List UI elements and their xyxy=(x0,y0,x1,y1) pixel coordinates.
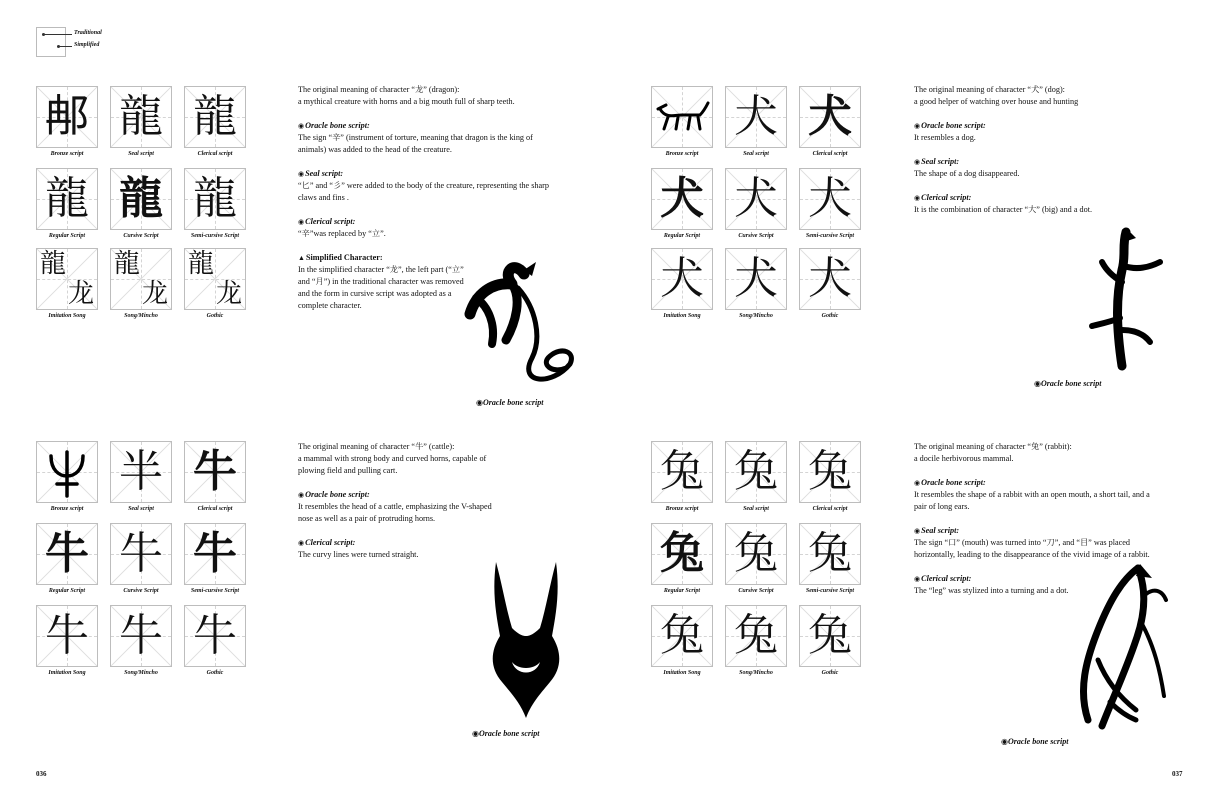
section-body: It resembles the shape of a rabbit with an open mouth, a short tail, and a pair of long ears. xyxy=(914,490,1150,511)
legend-box-icon xyxy=(36,27,66,57)
glyph-caption: Seal script xyxy=(743,151,769,157)
glyph-caption: Clerical script xyxy=(197,151,233,157)
glyph-caption: Semi-cursive Script xyxy=(805,233,855,239)
oracle-mark-icon: ◉ xyxy=(298,491,305,499)
glyph-cell xyxy=(725,248,787,319)
section-body: It resembles a dog. xyxy=(914,133,976,142)
glyph-cell xyxy=(725,523,787,594)
oracle-mark-icon: ◉ xyxy=(914,122,921,130)
glyph-caption: Regular Script xyxy=(663,588,701,594)
section-heading: Oracle bone script: xyxy=(921,121,986,130)
seal-mark-icon: ◉ xyxy=(914,158,921,166)
cattle-oracle-bone-icon xyxy=(482,552,570,722)
glyph-caption: Imitation Song xyxy=(663,670,701,676)
glyph-cell xyxy=(651,248,713,319)
glyph-caption: Bronze script xyxy=(50,506,84,512)
glyph: 龍 xyxy=(119,91,163,142)
glyph-cell xyxy=(110,86,172,157)
glyph-cell xyxy=(799,168,861,239)
glyph: 牛 xyxy=(193,528,237,579)
glyph-cell xyxy=(799,248,861,319)
glyph: 兔 xyxy=(660,446,704,497)
glyph: 牛 xyxy=(119,610,163,661)
cattle-description xyxy=(298,441,508,573)
intro-line: The original meaning of character “犬” (dog): xyxy=(914,85,1065,94)
seal-mark-icon: ◉ xyxy=(298,170,305,178)
glyph-cell xyxy=(36,86,98,157)
section-body: The shape of a dog disappeared. xyxy=(914,169,1020,178)
glyph-caption: Regular Script xyxy=(663,233,701,239)
glyph-cell xyxy=(184,523,246,594)
section-heading: Seal script: xyxy=(921,157,960,166)
glyph-cell xyxy=(799,441,861,512)
glyph-caption: Imitation Song xyxy=(48,670,86,676)
triangle-mark-icon: ▲ xyxy=(298,254,305,262)
glyph-cell xyxy=(110,523,172,594)
glyph-caption: Cursive Script xyxy=(738,233,774,239)
dog-oracle-bone-icon xyxy=(1082,226,1172,376)
clerical-mark-icon: ◉ xyxy=(298,539,305,547)
glyph: 𨚗 xyxy=(45,91,89,142)
glyph: 兔 xyxy=(660,528,704,579)
glyph-caption: Gothic xyxy=(206,670,224,676)
glyph-cell xyxy=(725,605,787,676)
glyph: 兔 xyxy=(734,446,778,497)
glyph-caption: Song/Mincho xyxy=(739,670,773,676)
section-heading: Seal script: xyxy=(921,526,960,535)
section-body: The sign “辛” (instrument of torture, meaning that dragon is the king of animals) was added to the head of the creature. xyxy=(298,133,533,154)
glyph-cell xyxy=(110,441,172,512)
glyph: 兔 xyxy=(808,610,852,661)
glyph-caption: Cursive Script xyxy=(738,588,774,594)
script-legend xyxy=(36,27,116,57)
section-body: “辛”was replaced by “立”. xyxy=(298,229,386,238)
section-body: In the simplified character “龙”, the left part (“立” and “月”) in the traditional character was removed and the form in cursive script was adopted as a complete character. xyxy=(298,265,464,310)
oracle-mark-icon: ◉ xyxy=(914,479,921,487)
glyph-cell xyxy=(799,605,861,676)
glyph: 犬 xyxy=(808,253,852,304)
glyph: 龍 xyxy=(45,173,89,224)
traditional-glyph: 龍 xyxy=(40,249,67,279)
glyph-caption: Regular Script xyxy=(48,233,86,239)
page-number-left: 036 xyxy=(36,770,47,778)
glyph-caption: Seal script xyxy=(128,151,154,157)
traditional-glyph: 龍 xyxy=(188,249,215,279)
dragon-oracle-bone-icon xyxy=(462,258,582,394)
dragon-big-caption: ◉Oracle bone script xyxy=(476,398,544,407)
glyph-cell xyxy=(651,523,713,594)
glyph-caption: Clerical script xyxy=(812,151,848,157)
glyph: 龍 xyxy=(119,173,163,224)
clerical-mark-icon: ◉ xyxy=(914,575,921,583)
section-body: It resembles the head of a cattle, emphasizing the V-shaped nose as well as a pair of protruding horns. xyxy=(298,502,492,523)
glyph-cell xyxy=(36,441,98,512)
section-heading: Oracle bone script: xyxy=(305,490,370,499)
intro-line: The original meaning of character “兔” (rabbit): xyxy=(914,442,1072,451)
intro-meaning: a mythical creature with horns and a big mouth full of sharp teeth. xyxy=(298,97,515,106)
seal-mark-icon: ◉ xyxy=(914,527,921,535)
glyph-cell xyxy=(651,86,713,157)
cattle-bronze-icon xyxy=(37,442,97,502)
glyph-cell xyxy=(799,523,861,594)
section-heading: Clerical script: xyxy=(305,538,356,547)
intro-meaning: a docile herbivorous mammal. xyxy=(914,454,1014,463)
glyph-cell xyxy=(725,86,787,157)
rabbit-oracle-bone-icon xyxy=(1062,560,1174,735)
glyph-caption: Seal script xyxy=(128,506,154,512)
intro-line: The original meaning of character “牛” (cattle): xyxy=(298,442,455,451)
glyph-caption: Semi-cursive Script xyxy=(190,233,240,239)
glyph-caption: Gothic xyxy=(821,670,839,676)
intro-meaning: a mammal with strong body and curved horns, capable of plowing field and pulling cart. xyxy=(298,454,487,475)
glyph-caption: Cursive Script xyxy=(123,588,159,594)
traditional-glyph: 龍 xyxy=(114,249,141,279)
glyph-cell xyxy=(184,248,246,319)
glyph-cell xyxy=(36,523,98,594)
glyph-caption: Clerical script xyxy=(197,506,233,512)
glyph: 犬 xyxy=(808,91,852,142)
glyph-caption: Gothic xyxy=(821,313,839,319)
glyph-cell xyxy=(36,168,98,239)
dog-big-caption: ◉Oracle bone script xyxy=(1034,379,1102,388)
glyph: 犬 xyxy=(660,173,704,224)
cattle-big-caption: ◉Oracle bone script xyxy=(472,729,540,738)
glyph: 龍 xyxy=(193,91,237,142)
clerical-mark-icon: ◉ xyxy=(298,218,305,226)
glyph: 兔 xyxy=(808,446,852,497)
glyph: 兔 xyxy=(660,610,704,661)
glyph-caption: Semi-cursive Script xyxy=(190,588,240,594)
section-heading: Oracle bone script: xyxy=(305,121,370,130)
section-body: The sign “口” (mouth) was turned into “刀”, and “目” was placed horizontally, leading to the disappearance of the vivid image of a rabbit. xyxy=(914,538,1150,559)
glyph-cell xyxy=(725,168,787,239)
glyph: 牛 xyxy=(45,528,89,579)
glyph-cell xyxy=(110,605,172,676)
section-heading: Clerical script: xyxy=(921,193,972,202)
dog-description xyxy=(914,84,1184,228)
glyph: 犬 xyxy=(660,253,704,304)
glyph-caption: Imitation Song xyxy=(48,313,86,319)
glyph-cell xyxy=(184,86,246,157)
glyph-caption: Song/Mincho xyxy=(124,670,158,676)
section-body: The curvy lines were turned straight. xyxy=(298,550,419,559)
glyph-cell xyxy=(651,605,713,676)
glyph-caption: Regular Script xyxy=(48,588,86,594)
glyph: 兔 xyxy=(734,528,778,579)
glyph: 半 xyxy=(119,446,163,497)
glyph: 兔 xyxy=(734,610,778,661)
glyph-caption: Song/Mincho xyxy=(739,313,773,319)
simplified-glyph: 龙 xyxy=(215,279,242,309)
glyph: 犬 xyxy=(808,173,852,224)
glyph-cell xyxy=(184,605,246,676)
section-heading: Oracle bone script: xyxy=(921,478,986,487)
clerical-mark-icon: ◉ xyxy=(914,194,921,202)
simplified-glyph: 龙 xyxy=(67,279,94,309)
glyph: 牛 xyxy=(193,446,237,497)
glyph-cell xyxy=(36,248,98,319)
legend-line-simplified xyxy=(59,46,72,47)
glyph-caption: Clerical script xyxy=(812,506,848,512)
glyph-cell xyxy=(725,441,787,512)
glyph-caption: Gothic xyxy=(206,313,224,319)
glyph: 龍 xyxy=(193,173,237,224)
glyph: 犬 xyxy=(734,253,778,304)
glyph-cell xyxy=(110,168,172,239)
legend-line-traditional xyxy=(44,34,72,35)
glyph-cell xyxy=(651,441,713,512)
rabbit-big-caption: ◉Oracle bone script xyxy=(1001,737,1069,746)
glyph-caption: Seal script xyxy=(743,506,769,512)
dog-bronze-icon xyxy=(652,87,712,147)
legend-simplified-label: Simplified xyxy=(74,42,100,48)
section-heading: Clerical script: xyxy=(305,217,356,226)
page-number-right: 037 xyxy=(1172,770,1183,778)
section-heading: Seal script: xyxy=(305,169,344,178)
glyph-caption: Bronze script xyxy=(665,506,699,512)
oracle-mark-icon: ◉ xyxy=(298,122,305,130)
glyph-caption: Song/Mincho xyxy=(124,313,158,319)
intro-meaning: a good helper of watching over house and hunting xyxy=(914,97,1079,106)
glyph-caption: Bronze script xyxy=(50,151,84,157)
glyph-cell xyxy=(110,248,172,319)
glyph-caption: Cursive Script xyxy=(123,233,159,239)
intro-line: The original meaning of character “龙” (dragon): xyxy=(298,85,460,94)
section-heading: Simplified Character: xyxy=(305,253,383,262)
glyph: 牛 xyxy=(193,610,237,661)
section-body: It is the combination of character “大” (big) and a dot. xyxy=(914,205,1093,214)
glyph-caption: Semi-cursive Script xyxy=(805,588,855,594)
legend-traditional-label: Traditional xyxy=(74,30,102,36)
section-body: “匕” and “彡” were added to the body of the creature, representing the sharp claws and fins . xyxy=(298,181,549,202)
glyph: 牛 xyxy=(45,610,89,661)
glyph: 兔 xyxy=(808,528,852,579)
simplified-glyph: 龙 xyxy=(141,279,168,309)
glyph-cell xyxy=(36,605,98,676)
glyph-cell xyxy=(651,168,713,239)
glyph-cell xyxy=(799,86,861,157)
glyph: 犬 xyxy=(734,173,778,224)
section-heading: Clerical script: xyxy=(921,574,972,583)
glyph: 牛 xyxy=(119,528,163,579)
glyph-cell xyxy=(184,168,246,239)
glyph-caption: Imitation Song xyxy=(663,313,701,319)
glyph: 犬 xyxy=(734,91,778,142)
glyph-caption: Bronze script xyxy=(665,151,699,157)
section-body: The “leg” was stylized into a turning and a dot. xyxy=(914,586,1069,595)
glyph-cell xyxy=(184,441,246,512)
